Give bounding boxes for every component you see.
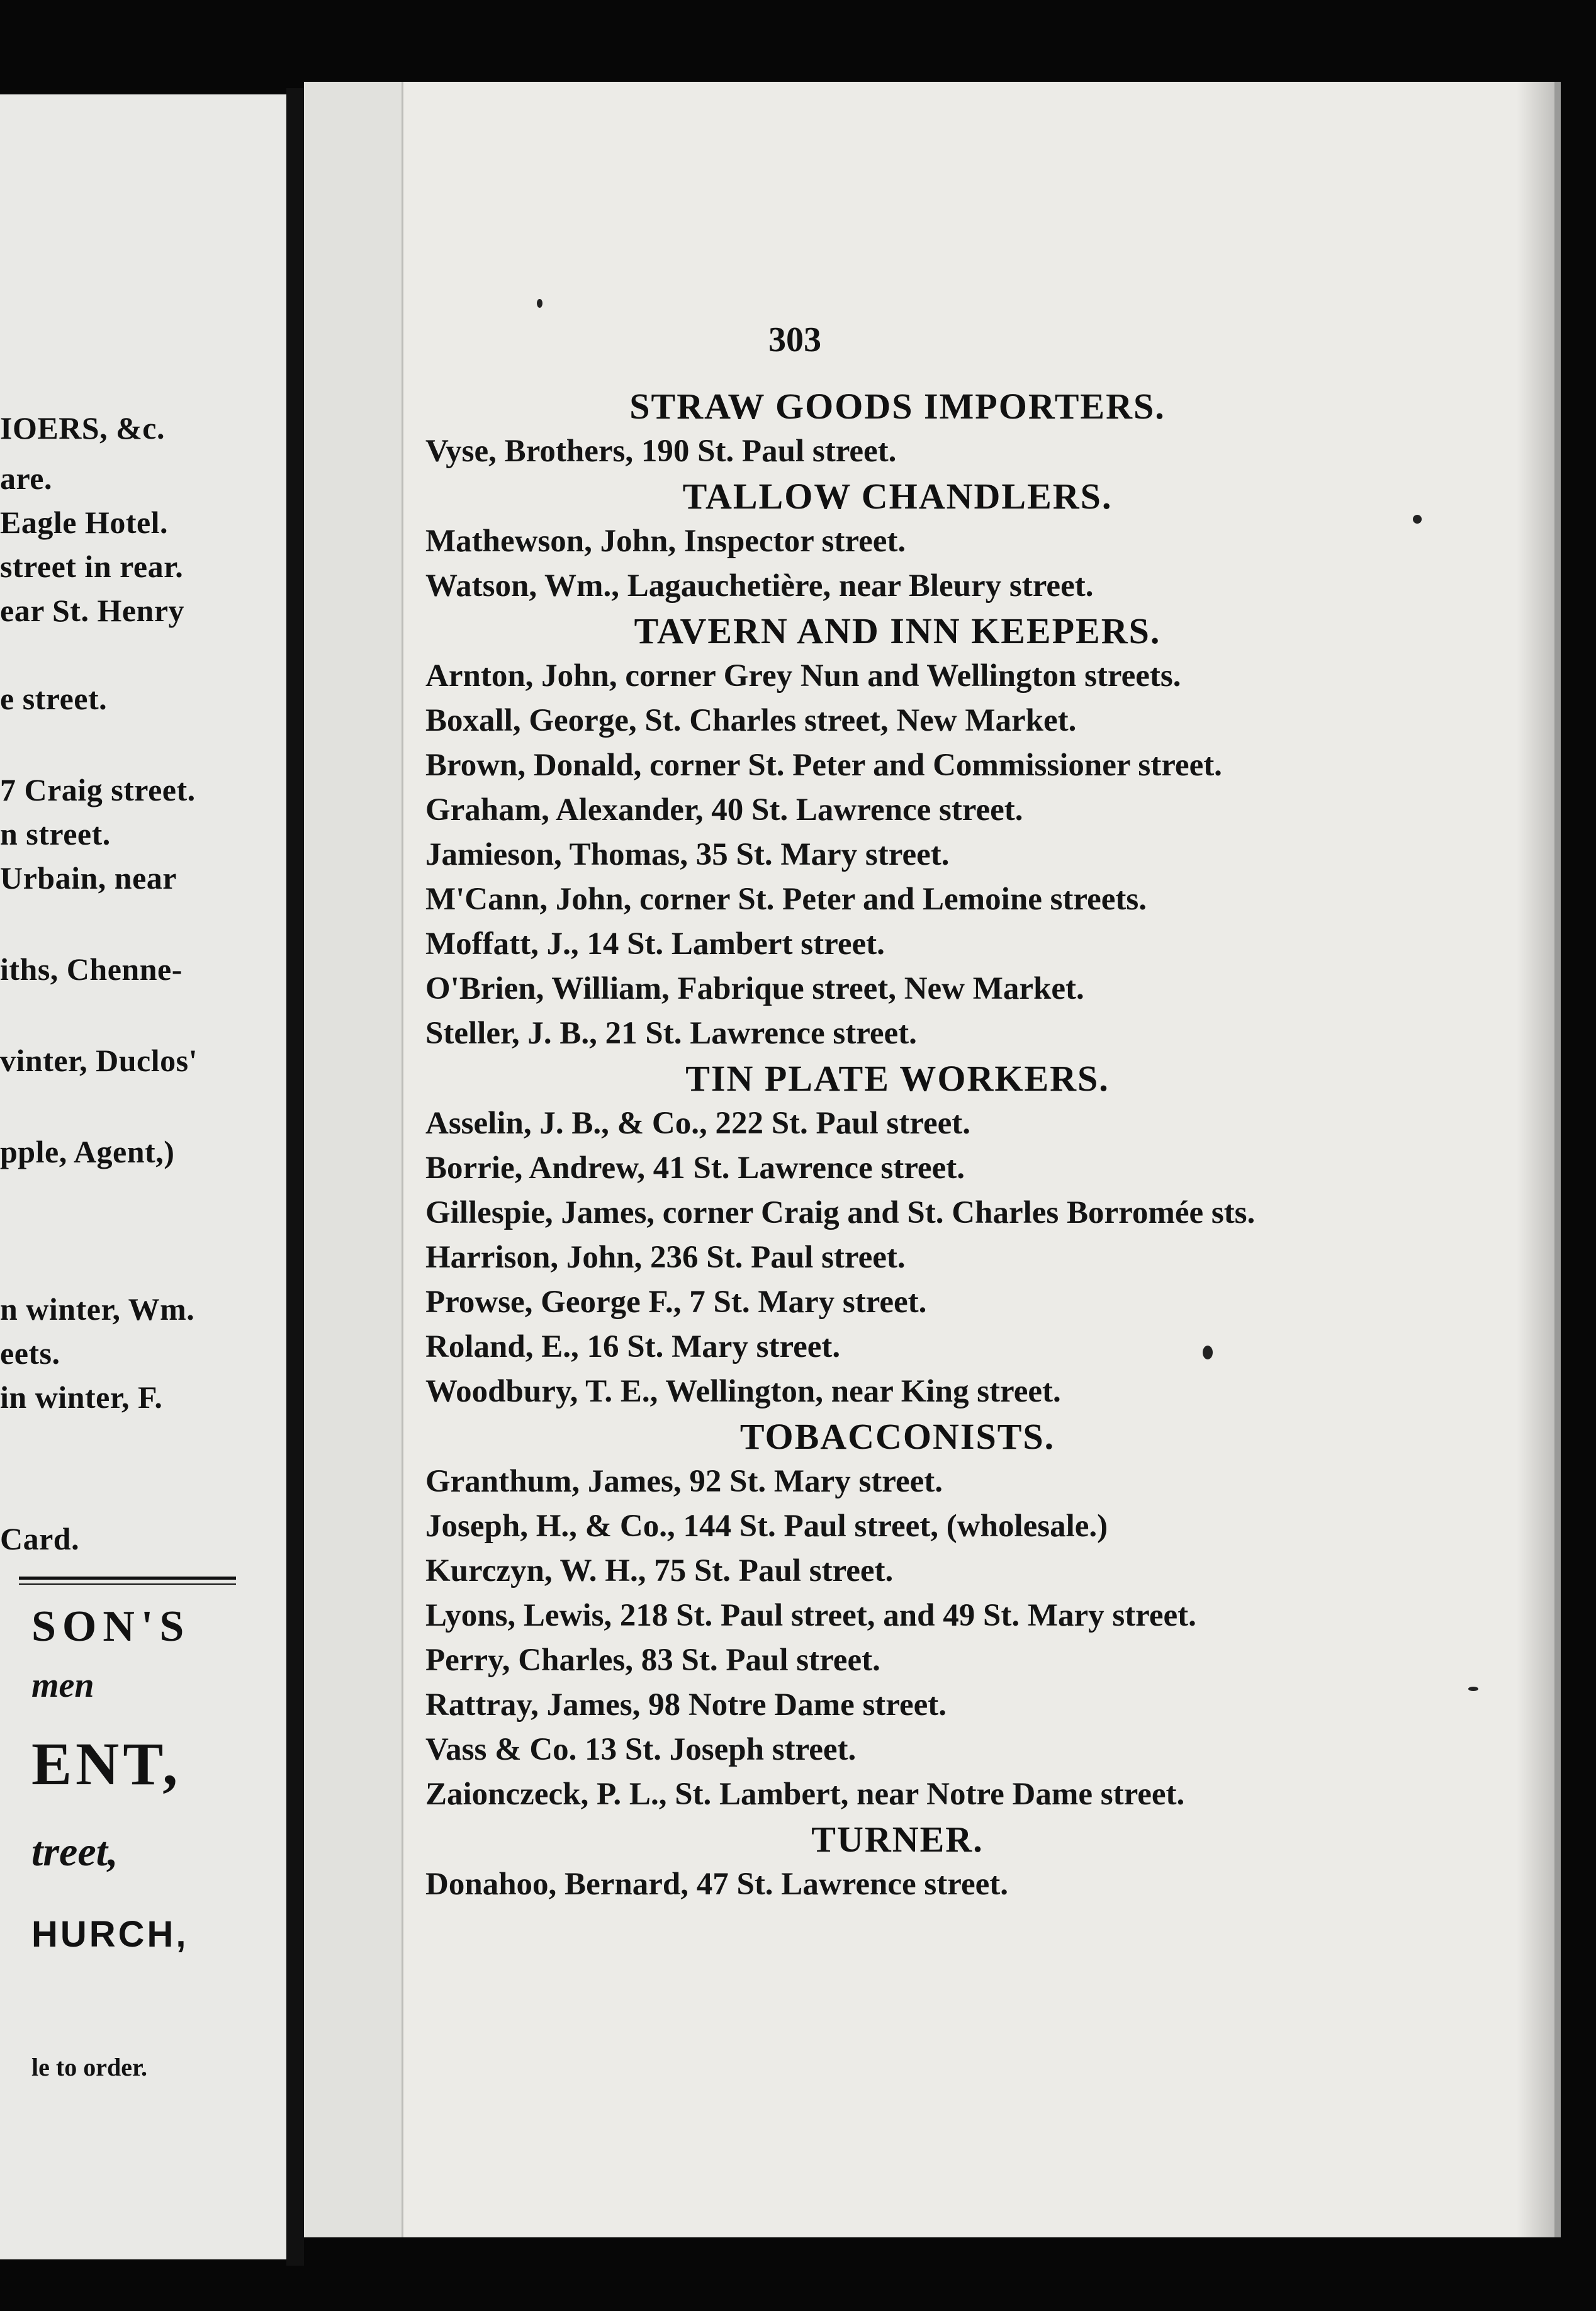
book-gutter (286, 88, 304, 2266)
left-line: e street. (0, 681, 108, 716)
directory-entry: Asselin, J. B., & Co., 222 St. Paul street. (425, 1106, 971, 1141)
left-page-fragment (0, 94, 286, 2259)
directory-entry: Boxall, George, St. Charles street, New Market. (425, 703, 1077, 738)
left-rule (19, 1583, 236, 1585)
left-display-line: SON'S (31, 1602, 191, 1651)
directory-entry: Prowse, George F., 7 St. Mary street. (425, 1285, 927, 1320)
directory-entry: Brown, Donald, corner St. Peter and Commissioner street. (425, 748, 1222, 783)
left-rule (19, 1577, 236, 1580)
left-line: vinter, Duclos' (0, 1043, 198, 1078)
page-edge-shadow (1517, 82, 1554, 2237)
section-heading: TALLOW CHANDLERS. (682, 476, 1113, 517)
left-line: ear St. Henry (0, 593, 185, 628)
scan-speck (1468, 1687, 1478, 1691)
left-line: n winter, Wm. (0, 1291, 195, 1327)
directory-entry: Gillespie, James, corner Craig and St. Charles Borromée sts. (425, 1195, 1256, 1230)
directory-listing (425, 384, 1432, 1907)
left-line: 7 Craig street. (0, 772, 196, 807)
directory-entry: Borrie, Andrew, 41 St. Lawrence street. (425, 1150, 965, 1186)
left-line: Urbain, near (0, 860, 177, 896)
left-display-line: HURCH, (31, 1914, 189, 1955)
directory-entry: Rattray, James, 98 Notre Dame street. (425, 1687, 947, 1723)
directory-entry: Lyons, Lewis, 218 St. Paul street, and 49 St. Mary street. (425, 1598, 1196, 1633)
directory-entry: M'Cann, John, corner St. Peter and Lemoine streets. (425, 882, 1147, 917)
left-line: n street. (0, 816, 111, 852)
directory-entry: Woodbury, T. E., Wellington, near King street. (425, 1374, 1061, 1409)
left-line: in winter, F. (0, 1380, 163, 1415)
section-heading: STRAW GOODS IMPORTERS. (629, 386, 1166, 427)
directory-entry: Jamieson, Thomas, 35 St. Mary street. (425, 837, 950, 872)
left-display-line: treet, (31, 1829, 118, 1875)
scan-speck (1203, 1346, 1213, 1359)
scan-speck (537, 299, 542, 308)
left-display-line: ENT, (31, 1730, 182, 1797)
directory-entry: Arnton, John, corner Grey Nun and Wellington streets. (425, 658, 1181, 694)
left-line: iths, Chenne- (0, 952, 183, 987)
directory-entry: Graham, Alexander, 40 St. Lawrence street. (425, 792, 1023, 828)
section-heading: TIN PLATE WORKERS. (685, 1058, 1110, 1099)
directory-entry: Zaionczeck, P. L., St. Lambert, near Notre Dame street. (425, 1777, 1185, 1812)
section-heading: TAVERN AND INN KEEPERS. (634, 610, 1161, 651)
directory-entry: Harrison, John, 236 St. Paul street. (425, 1240, 906, 1275)
left-display-line: le to order. (31, 2053, 148, 2081)
left-line: eets. (0, 1335, 60, 1371)
left-display-line: men (31, 1666, 94, 1705)
page-number: 303 (768, 320, 821, 359)
directory-entry: Watson, Wm., Lagauchetière, near Bleury street. (425, 568, 1094, 604)
left-line: are. (0, 461, 52, 496)
directory-entry: Donahoo, Bernard, 47 St. Lawrence street. (425, 1867, 1008, 1902)
left-line: street in rear. (0, 549, 184, 584)
directory-entry: Roland, E., 16 St. Mary street. (425, 1329, 841, 1364)
section-heading: TOBACCONISTS. (739, 1416, 1055, 1457)
section-heading: TURNER. (811, 1819, 984, 1860)
directory-entry: Mathewson, John, Inspector street. (425, 524, 906, 559)
directory-entry: Moffatt, J., 14 St. Lambert street. (425, 926, 885, 962)
directory-entry: Joseph, H., & Co., 144 St. Paul street, (wholesale.) (425, 1509, 1108, 1544)
directory-entry: Steller, J. B., 21 St. Lawrence street. (425, 1016, 917, 1051)
page-inner-margin (304, 82, 403, 2237)
scan-speck (1413, 515, 1422, 524)
directory-entry: O'Brien, William, Fabrique street, New Market. (425, 971, 1084, 1006)
left-line: Eagle Hotel. (0, 505, 169, 540)
directory-page (304, 82, 1561, 2237)
directory-entry: Vass & Co. 13 St. Joseph street. (425, 1732, 857, 1767)
left-line: pple, Agent,) (0, 1134, 175, 1169)
directory-entry: Granthum, James, 92 St. Mary street. (425, 1464, 943, 1499)
directory-entry: Vyse, Brothers, 190 St. Paul street. (425, 434, 897, 469)
left-line: IOERS, &c. (0, 410, 165, 446)
directory-entry: Kurczyn, W. H., 75 St. Paul street. (425, 1553, 894, 1588)
left-line: Card. (0, 1521, 80, 1556)
directory-entry: Perry, Charles, 83 St. Paul street. (425, 1643, 880, 1678)
